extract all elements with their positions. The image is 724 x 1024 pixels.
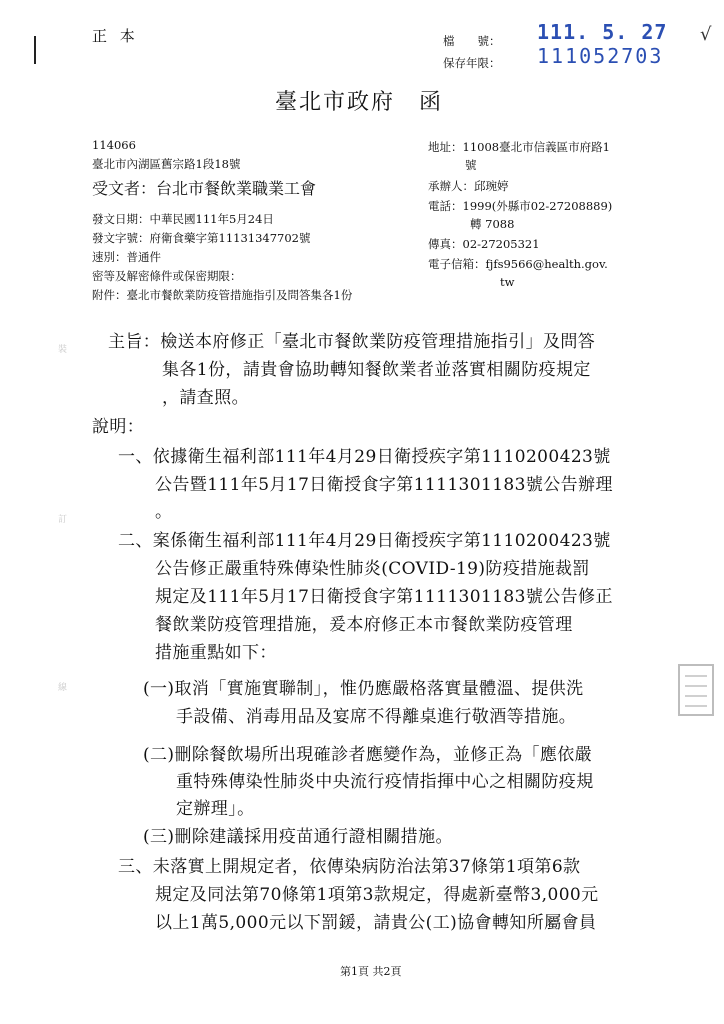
item2-line3: 規定及111年5月17日衛授食字第1111301183號公告修正: [155, 587, 613, 607]
retention-label: 保存年限：: [443, 56, 501, 70]
sub1-line2: 手設備、消毒用品及宴席不得離桌進行敬酒等措施。: [176, 707, 577, 727]
sub1-line1: (一)取消「實施實聯制」，惟仍應嚴格落實量體溫、提供洗: [143, 679, 584, 699]
attachment: 附件：臺北市餐飲業防疫管措施指引及問答集各1份: [92, 288, 353, 302]
explanation-heading: 說明：: [92, 417, 145, 437]
phone-line2: 轉 7088: [470, 217, 515, 231]
item3-line1: 三、未落實上開規定者，依傳染病防治法第37條第1項第6款: [118, 857, 581, 877]
left-margin-stroke: [34, 36, 36, 64]
sub2-line2: 重特殊傳染性肺炎中央流行疫情指揮中心之相關防疫規: [176, 772, 594, 792]
item1-line1: 一、依據衛生福利部111年4月29日衛授疾字第1110200423號: [118, 447, 611, 467]
file-no-label: 檔 號：: [443, 34, 501, 48]
recipient: 受文者：台北市餐飲業職業工會: [92, 179, 317, 198]
sub3-line1: (三)刪除建議採用疫苗通行證相關措施。: [143, 827, 453, 847]
document-number: 發文字號：府衛食藥字第11131347702號: [92, 231, 311, 245]
copy-label: 正 本: [92, 27, 139, 45]
speed-class: 速別：普通件: [92, 250, 161, 264]
sub2-line1: (二)刪除餐飲場所出現確診者應變作為，並修正為「應依嚴: [143, 745, 593, 765]
subject-line3: ，請查照。: [162, 388, 249, 408]
postal-code: 114066: [92, 138, 136, 152]
item2-line2: 公告修正嚴重特殊傳染性肺炎(COVID-19)防疫措施裁罰: [155, 559, 590, 579]
subject-line1: 主旨：檢送本府修正「臺北市餐飲業防疫管理措施指引」及問答: [108, 332, 596, 352]
sender-address: 臺北市內湖區舊宗路1段18號: [92, 157, 241, 171]
email-line1: 電子信箱：fjfs9566@health.gov.: [428, 257, 608, 271]
phone-line1: 電話：1999(外縣市02-27208889): [428, 199, 613, 213]
contact-address-line1: 地址：11008臺北市信義區市府路1: [428, 140, 610, 154]
item2-line4: 餐飲業防疫管理措施，爰本府修正本市餐飲業防疫管理: [155, 615, 573, 635]
handler: 承辦人：邱琬婷: [428, 179, 509, 193]
sub2-line3: 定辦理」。: [176, 799, 255, 819]
serial-stamp: 111052703: [537, 44, 664, 68]
faint-seal: [676, 662, 716, 718]
item1-line2: 公告暨111年5月17日衛授食字第1111301183號公告辦理: [155, 475, 613, 495]
binding-mark-1: 裝: [58, 345, 68, 355]
email-line2: tw: [500, 275, 515, 289]
binding-mark-3: 線: [58, 683, 68, 693]
check-mark: √: [700, 24, 712, 45]
contact-address-line2: 號: [465, 158, 477, 172]
item2-line5: 措施重點如下：: [155, 643, 277, 663]
security-level: 密等及解密條件或保密期限：: [92, 269, 242, 283]
item2-line1: 二、案係衛生福利部111年4月29日衛授疾字第1110200423號: [118, 531, 611, 551]
subject-line2: 集各1份，請貴會協助轉知餐飲業者並落實相關防疫規定: [162, 360, 591, 380]
item3-line3: 以上1萬5,000元以下罰鍰，請貴公(工)協會轉知所屬會員: [155, 913, 597, 933]
page-title: 臺北市政府 函: [275, 90, 444, 115]
page-number: 第1頁 共2頁: [340, 965, 402, 978]
item3-line2: 規定及同法第70條第1項第3款規定，得處新臺幣3,000元: [155, 885, 599, 905]
item1-line3: 。: [155, 502, 173, 522]
issue-date: 發文日期：中華民國111年5月24日: [92, 212, 274, 226]
date-stamp: 111. 5. 27: [537, 20, 668, 44]
fax: 傳真：02-27205321: [428, 237, 540, 251]
binding-mark-2: 訂: [58, 515, 68, 525]
